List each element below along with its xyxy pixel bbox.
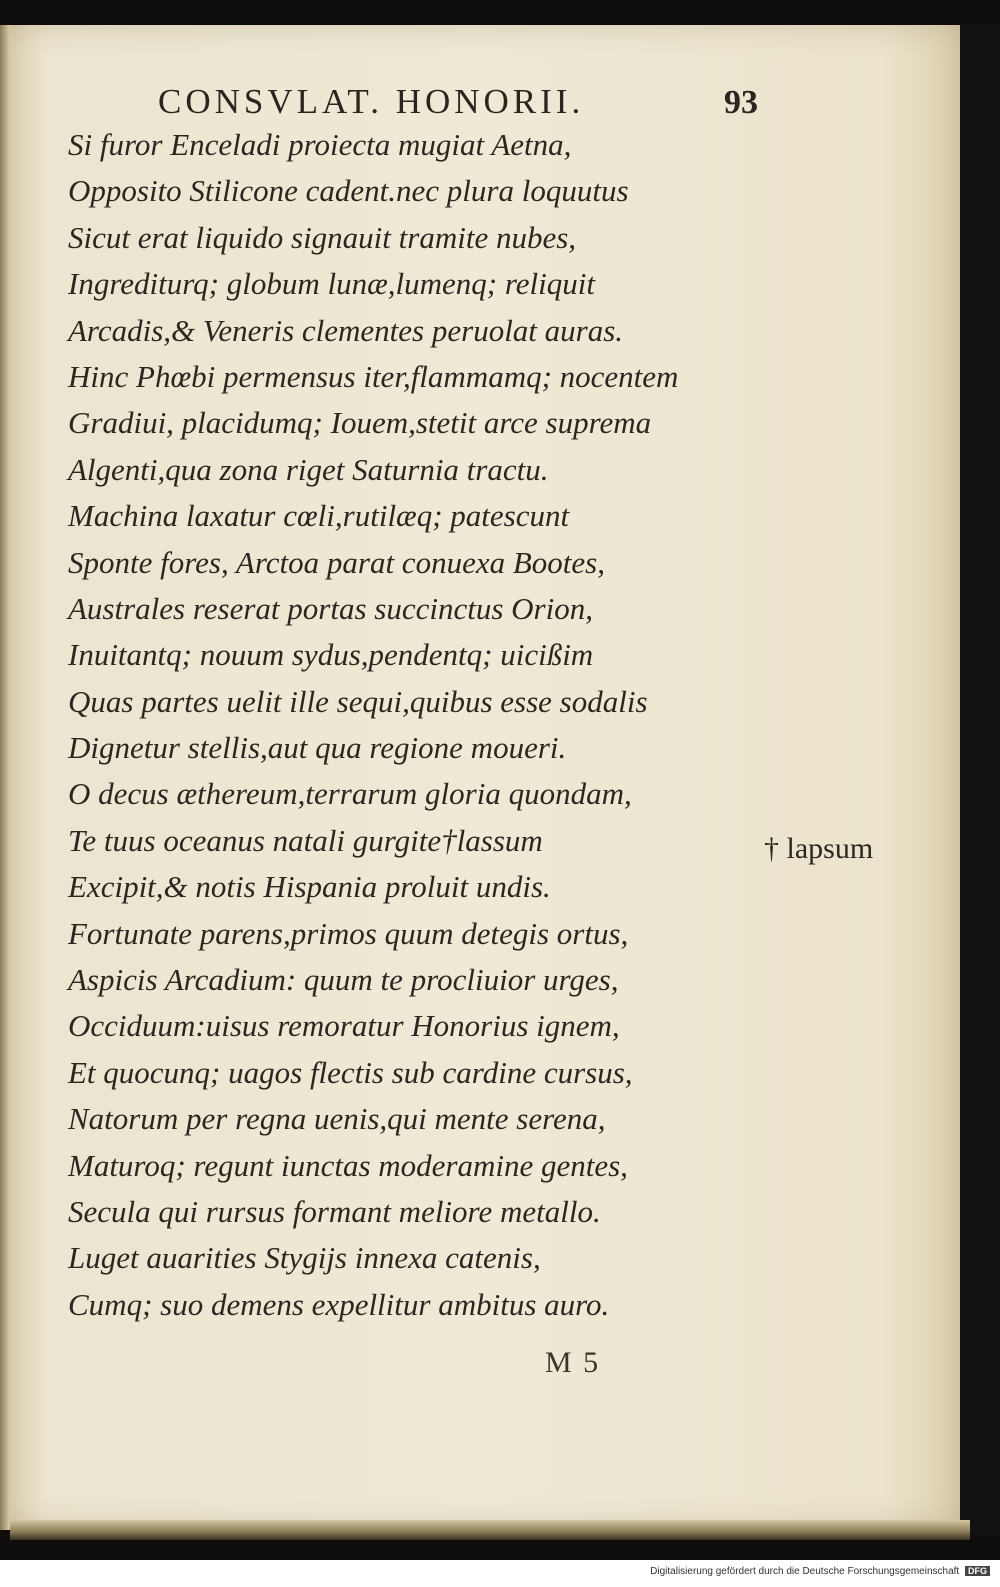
verse-line: Secula qui rursus formant meliore metallo. (68, 1193, 601, 1229)
verse-line: Sponte fores, Arctoa parat conuexa Bootes, (68, 544, 605, 580)
verse-line: Excipit,& notis Hispania proluit undis. (68, 869, 551, 905)
page-left-edge (0, 25, 10, 1530)
verse-line: Et quocunq; uagos flectis sub cardine cursus, (68, 1054, 633, 1090)
verse-line: Machina laxatur cœli,rutilæq; patescunt (68, 498, 570, 534)
verse-line: Australes reserat portas succinctus Orion, (68, 590, 593, 626)
verse-line: Cumq; suo demens expellitur ambitus auro. (68, 1286, 610, 1322)
verse-text (68, 122, 788, 1328)
verse-line: Fortunate parens,primos quum detegis ortus, (68, 915, 629, 951)
scan-right-margin (960, 25, 1000, 1535)
verse-line: Hinc Phœbi permensus iter,flammamq; nocentem (68, 358, 679, 394)
verse-line: Arcadis,& Veneris clementes peruolat auras. (68, 312, 624, 348)
verse-line: Natorum per regna uenis,qui mente serena, (68, 1101, 606, 1137)
verse-line: Luget auarities Stygijs innexa catenis, (68, 1240, 541, 1276)
footer-text: Digitalisierung gefördert durch die Deutsche Forschungsgemeinschaft (650, 1566, 960, 1577)
verse-line: Algenti,qua zona riget Saturnia tractu. (68, 451, 549, 487)
verse-line: O decus æthereum,terrarum gloria quondam, (68, 776, 632, 812)
verse-line: Maturoq; regunt iunctas moderamine gentes, (68, 1147, 628, 1183)
marginal-variant-note: † lapsum (764, 832, 874, 865)
verse-line: Ingrediturq; globum lunæ,lumenq; reliquit (68, 266, 595, 302)
verse-line: Dignetur stellis,aut qua regione moueri. (68, 730, 567, 766)
signature-mark: M 5 (545, 1346, 601, 1379)
verse-line: Gradiui, placidumq; Iouem,stetit arce suprema (68, 405, 652, 441)
page-number: 93 (724, 84, 758, 121)
verse-line: Occiduum:uisus remoratur Honorius ignem, (68, 1008, 620, 1044)
digitization-footer (650, 1566, 990, 1577)
running-head: CONSVLAT. HONORII. (158, 82, 585, 121)
verse-line: Si furor Enceladi proiecta mugiat Aetna, (68, 127, 572, 162)
page-bottom-edge (10, 1520, 970, 1540)
verse-line: Opposito Stilicone cadent.nec plura loquutus (68, 173, 629, 209)
verse-line: Quas partes uelit ille sequi,quibus esse sodalis (68, 683, 648, 719)
verse-line: Te tuus oceanus natali gurgite†lassum (68, 822, 543, 858)
verse-line: Sicut erat liquido signauit tramite nubes, (68, 219, 577, 255)
verse-line: Aspicis Arcadium: quum te procliuior urges, (68, 962, 619, 998)
dfg-logo: DFG (965, 1566, 990, 1576)
verse-line: Inuitantq; nouum sydus,pendentq; uicißim (68, 637, 594, 673)
